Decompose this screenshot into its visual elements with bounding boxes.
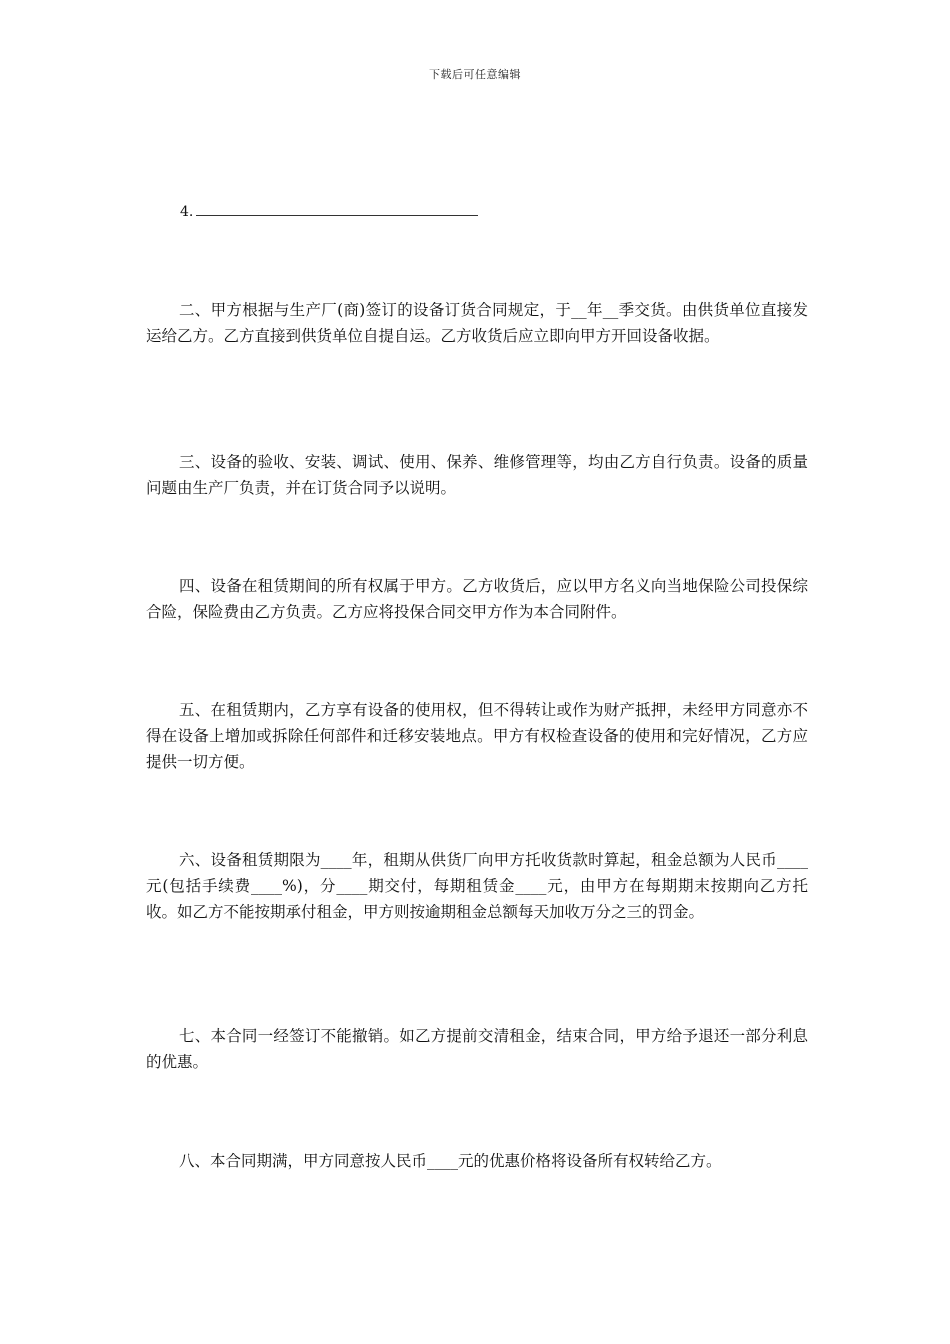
clause-6-paragraph: 六、设备租赁期限为____年，租期从供货厂向甲方托收货款时算起，租金总额为人民币____元(包括手续费____%)，分____期交付，每期租赁金____元，由甲方在每期期末按期向乙方托收。如乙方不能按期承付租金，甲方则按逾期租金总额每天加收万分之三的罚金。 [146, 851, 808, 921]
clause-item-4 [180, 200, 478, 224]
clause-8-paragraph: 八、本合同期满，甲方同意按人民币____元的优惠价格将设备所有权转给乙方。 [179, 1152, 722, 1170]
clause-5-paragraph: 五、在租赁期内，乙方享有设备的使用权，但不得转让或作为财产抵押，未经甲方同意亦不得在设备上增加或拆除任何部件和迁移安装地点。甲方有权检查设备的使用和完好情况，乙方应提供一切方便。 [146, 701, 808, 771]
item-4-label: 4. [180, 204, 194, 220]
clause-2-paragraph: 二、甲方根据与生产厂(商)签订的设备订货合同规定，于__年__季交货。由供货单位直接发运给乙方。乙方直接到供货单位自提自运。乙方收货后应立即向甲方开回设备收据。 [146, 301, 808, 345]
clause-7-paragraph: 七、本合同一经签订不能撤销。如乙方提前交清租金，结束合同，甲方给予退还一部分利息的优惠。 [146, 1027, 808, 1071]
fill-in-blank-line [196, 201, 478, 216]
page-header: 下载后可任意编辑 [429, 68, 521, 81]
clause-4-paragraph: 四、设备在租赁期间的所有权属于甲方。乙方收货后，应以甲方名义向当地保险公司投保综合险，保险费由乙方负责。乙方应将投保合同交甲方作为本合同附件。 [146, 577, 808, 621]
clause-3-paragraph: 三、设备的验收、安装、调试、使用、保养、维修管理等，均由乙方自行负责。设备的质量问题由生产厂负责，并在订货合同予以说明。 [146, 453, 808, 497]
